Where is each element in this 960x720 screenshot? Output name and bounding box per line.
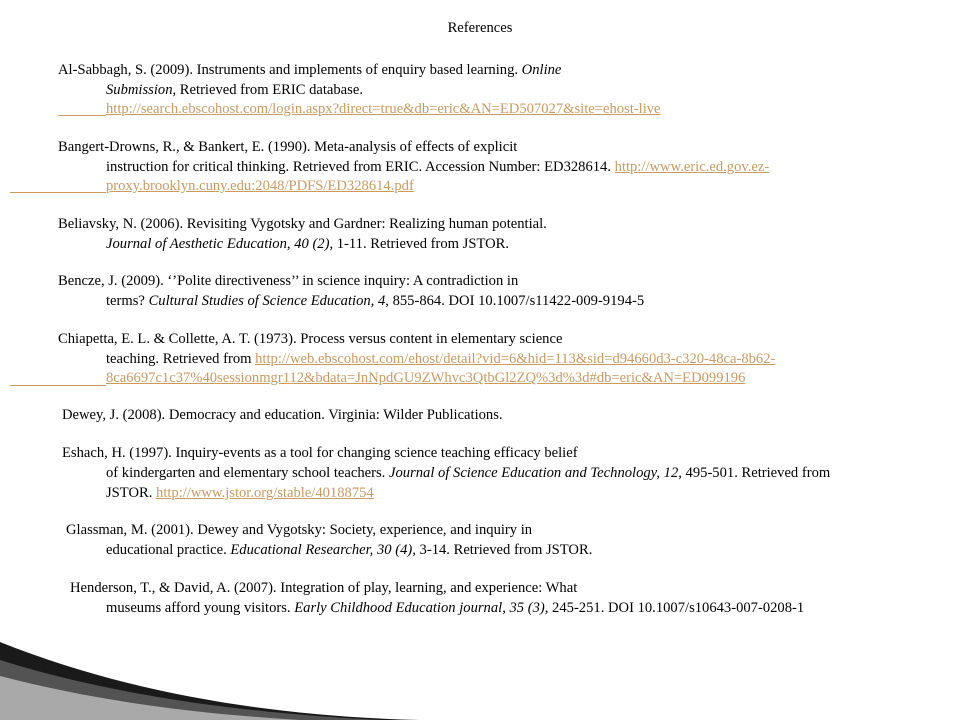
underline-pad: [10, 385, 106, 386]
page-title: References: [447, 20, 513, 36]
reference-line: Beliavsky, N. (2006). Revisiting Vygotsky and Gardner: Realizing human potential.: [58, 216, 547, 232]
reference-line: JSTOR. http://www.jstor.org/stable/40188754: [106, 485, 374, 501]
reference-line: Bencze, J. (2009). ‘’Polite directiveness’’ in science inquiry: A contradiction in: [58, 273, 519, 289]
reference-link[interactable]: http://www.jstor.org/stable/40188754: [156, 485, 374, 501]
reference-line: educational practice. Educational Researcher, 30 (4), 3-14. Retrieved from JSTOR.: [106, 542, 593, 558]
reference-line: terms? Cultural Studies of Science Education, 4, 855-864. DOI 10.1007/s11422-009-9194-5: [106, 293, 645, 309]
reference-line: Henderson, T., & David, A. (2007). Integration of play, learning, and experience: What: [70, 580, 578, 596]
decorative-swoosh: [0, 590, 960, 720]
reference-line: teaching. Retrieved from http://web.ebscohost.com/ehost/detail?vid=6&hid=113&sid=d94660d3-c320-48ca-8b62-: [106, 351, 776, 367]
reference-link[interactable]: http://web.ebscohost.com/ehost/detail?vid=6&hid=113&sid=d94660d3-c320-48ca-8b62-: [255, 351, 776, 367]
reference-line: Eshach, H. (1997). Inquiry-events as a tool for changing science teaching efficacy belief: [62, 445, 578, 461]
underline-pad: [10, 192, 106, 193]
reference-line: Dewey, J. (2008). Democracy and education. Virginia: Wilder Publications.: [62, 407, 503, 423]
reference-line: of kindergarten and elementary school teachers. Journal of Science Education and Technology, 12, 495-501. Retrieved from: [106, 465, 831, 481]
reference-link[interactable]: 8ca6697c1c37%40sessionmgr112&bdata=JnNpdGU9ZWhvc3QtbGl2ZQ%3d%3d#db=eric&AN=ED099196: [106, 370, 746, 386]
reference-link[interactable]: proxy.brooklyn.cuny.edu:2048/PDFS/ED328614.pdf: [106, 178, 414, 194]
reference-link-line: [106, 99, 661, 119]
reference-link-line: [106, 176, 414, 196]
reference-link[interactable]: http://search.ebscohost.com/login.aspx?direct=true&db=eric&AN=ED507027&site=ehost-live: [106, 101, 661, 117]
reference-line: Submission, Retrieved from ERIC database.: [106, 82, 363, 98]
reference-line: Journal of Aesthetic Education, 40 (2), 1-11. Retrieved from JSTOR.: [106, 236, 510, 252]
reference-line: museums afford young visitors. Early Childhood Education journal, 35 (3), 245-251. DOI 10.1007/s10643-007-0208-1: [106, 600, 805, 616]
underline-pad: [58, 115, 106, 116]
reference-line: instruction for critical thinking. Retrieved from ERIC. Accession Number: ED328614. http://www.eric.ed.gov.ez-: [106, 159, 770, 175]
reference-line: Glassman, M. (2001). Dewey and Vygotsky: Society, experience, and inquiry in: [66, 522, 533, 538]
reference-line: Chiapetta, E. L. & Collette, A. T. (1973). Process versus content in elementary science: [58, 331, 563, 347]
reference-link-line: [106, 368, 745, 388]
reference-line: Al-Sabbagh, S. (2009). Instruments and implements of enquiry based learning. Online: [58, 62, 562, 78]
reference-link[interactable]: http://www.eric.ed.gov.ez-: [614, 159, 770, 175]
reference-line: Bangert-Drowns, R., & Bankert, E. (1990). Meta-analysis of effects of explicit: [58, 139, 518, 155]
